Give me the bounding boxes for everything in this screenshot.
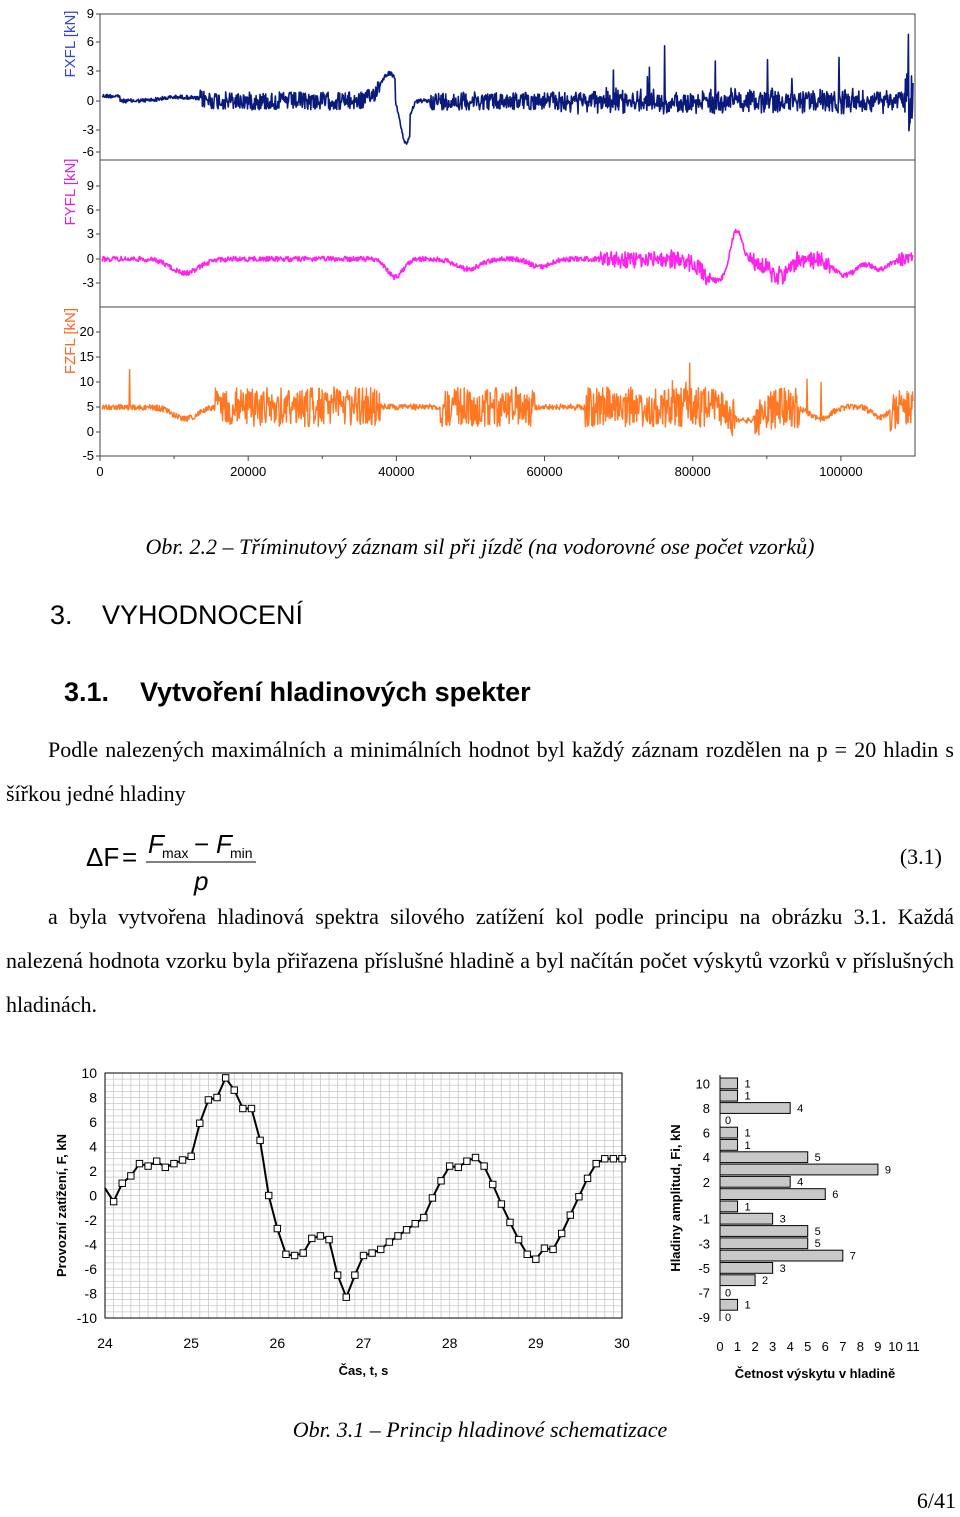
bar-value-label: 1	[744, 1127, 751, 1140]
section-title: Vytvoření hladinových spekter	[140, 677, 531, 707]
equation-number: (3.1)	[899, 844, 942, 869]
y-tick-label: 4	[702, 1150, 710, 1166]
data-point-marker	[145, 1163, 151, 1169]
section-number: 3.1.	[64, 677, 110, 707]
x-tick-label: 20000	[230, 464, 267, 479]
bar-value-label: 0	[724, 1287, 732, 1300]
x-tick-label: 7	[839, 1339, 847, 1354]
data-point-marker	[248, 1105, 254, 1111]
data-point-marker	[550, 1246, 556, 1252]
equation-sub-min: min	[230, 845, 253, 861]
y-tick-label: -5	[698, 1260, 710, 1276]
y-tick-label: -2	[84, 1212, 97, 1228]
data-point-marker	[481, 1163, 487, 1169]
equation-fmin: F	[216, 829, 232, 859]
level-bar	[720, 1127, 738, 1138]
x-axis-label: Četnost výskytu v hladině	[734, 1366, 896, 1381]
y-tick-label: -3	[698, 1236, 710, 1252]
data-point-marker	[395, 1233, 401, 1239]
bar-value-label: 1	[744, 1078, 751, 1091]
x-tick-label: 24	[97, 1335, 113, 1351]
data-point-marker	[317, 1233, 323, 1239]
data-point-marker	[412, 1220, 418, 1226]
data-point-marker	[162, 1164, 168, 1170]
x-tick-label: 4	[786, 1339, 794, 1354]
data-point-marker	[576, 1194, 582, 1200]
data-point-marker	[507, 1219, 513, 1225]
y-tick-label: 10	[81, 1065, 97, 1081]
y-tick-label: 2	[89, 1163, 97, 1179]
data-point-marker	[136, 1160, 142, 1166]
y-tick-label: -8	[84, 1285, 97, 1302]
data-point-marker	[266, 1192, 272, 1198]
data-point-marker	[283, 1251, 289, 1257]
data-point-marker	[378, 1246, 384, 1252]
y-tick-label: -6	[84, 1261, 97, 1277]
y-tick-label: 5	[86, 399, 94, 414]
data-point-marker	[584, 1175, 590, 1181]
data-point-marker	[257, 1137, 263, 1143]
data-point-marker	[240, 1105, 246, 1111]
y-tick-label: 15	[79, 349, 94, 364]
data-point-marker	[593, 1160, 599, 1166]
data-point-marker	[128, 1173, 134, 1179]
y-tick-label: -9	[698, 1310, 710, 1326]
y-tick-label: 0	[86, 251, 94, 266]
x-tick-label: 3	[769, 1339, 777, 1354]
x-tick-label: 10	[888, 1339, 903, 1354]
data-point-marker	[110, 1198, 116, 1204]
data-point-marker	[188, 1153, 194, 1159]
equation-formula	[82, 826, 342, 901]
bar-value-label: 1	[744, 1090, 751, 1103]
data-point-marker	[438, 1178, 444, 1184]
level-bar	[720, 1238, 808, 1249]
data-point-marker	[352, 1272, 358, 1278]
y-tick-label: 6	[89, 1114, 97, 1130]
data-point-marker	[490, 1181, 496, 1187]
page-number: 6/41	[916, 1488, 956, 1513]
level-bar	[720, 1103, 790, 1114]
equation-fmax: F	[148, 829, 164, 859]
data-point-marker	[300, 1250, 306, 1256]
x-tick-label: 100000	[819, 464, 863, 479]
level-bar	[720, 1299, 738, 1310]
level-bar	[720, 1176, 790, 1187]
x-tick-label: 9	[874, 1339, 882, 1354]
y-axis-label: Hladiny amplitud, Fi, kN	[668, 1124, 683, 1272]
y-tick-label: -6	[82, 144, 94, 159]
data-point-marker	[541, 1245, 547, 1251]
bar-value-label: 5	[814, 1152, 821, 1165]
series-line-fxfl	[102, 34, 913, 144]
data-point-marker	[567, 1212, 573, 1218]
x-tick-label: 8	[856, 1339, 864, 1354]
x-tick-label: 6	[821, 1339, 829, 1354]
bar-value-label: 3	[779, 1213, 786, 1226]
bar-value-label: 1	[744, 1299, 751, 1312]
bar-value-label: 1	[744, 1201, 751, 1214]
equation-denominator: p	[194, 866, 209, 896]
data-point-marker	[421, 1214, 427, 1220]
x-tick-label: 1	[733, 1339, 742, 1354]
data-point-marker	[455, 1164, 461, 1170]
level-bar	[720, 1275, 755, 1286]
data-point-marker	[533, 1256, 539, 1262]
y-tick-label: -3	[82, 275, 94, 290]
y-axis-label: Provozní zatížení, F, kN	[54, 1133, 69, 1278]
data-point-marker	[446, 1163, 452, 1169]
y-tick-label: 8	[89, 1089, 97, 1106]
y-tick-label: -7	[698, 1285, 710, 1301]
data-point-marker	[231, 1087, 237, 1093]
bar-value-label: 1	[744, 1139, 751, 1152]
bar-value-label: 9	[884, 1164, 891, 1177]
data-point-marker	[179, 1157, 185, 1163]
paragraph-levels-intro: Podle nalezených maximálních a minimálních hodnot byl každý záznam rozdělen na p = 20 hladin s šířkou jedné hladiny	[6, 737, 954, 806]
y-tick-label: 3	[86, 63, 94, 78]
y-tick-label: -10	[76, 1310, 97, 1326]
y-tick-label: 0	[89, 1187, 97, 1204]
y-tick-label: 8	[702, 1101, 710, 1116]
data-point-marker	[386, 1239, 392, 1245]
data-point-marker	[197, 1120, 203, 1126]
bar-value-label: 2	[762, 1275, 769, 1288]
y-tick-label: -5	[82, 448, 94, 463]
data-point-marker	[222, 1075, 228, 1081]
y-tick-label: 9	[86, 6, 94, 21]
y-tick-label: 3	[86, 226, 94, 241]
paragraph-spectra-description: a byla vytvořena hladinová spektra silového zatížení kol podle principu na obrázku 3.1. Každá nalezená hodnota vzorku byla přiřazena příslušné hladině a byl načítán počet výskytů vzorků v příslušných hladinách.	[6, 904, 954, 1017]
bar-value-label: 4	[797, 1176, 804, 1189]
data-point-marker	[360, 1252, 366, 1258]
y-tick-label: 2	[702, 1174, 710, 1190]
x-tick-label: 0	[96, 464, 104, 479]
section-heading-3-1	[64, 677, 531, 708]
equation-sub-max: max	[162, 845, 189, 861]
level-bar	[720, 1164, 878, 1175]
y-tick-label: 6	[702, 1125, 710, 1141]
data-point-marker	[309, 1235, 315, 1241]
data-point-marker	[515, 1236, 521, 1242]
data-point-marker	[403, 1227, 409, 1233]
series-axis-label: FZFL [kN]	[62, 307, 79, 375]
section-heading-3	[50, 600, 303, 631]
bar-value-label: 4	[797, 1102, 804, 1115]
data-point-marker	[291, 1252, 297, 1258]
force-record-chart	[0, 0, 960, 490]
x-tick-label: 28	[441, 1335, 458, 1351]
data-point-marker	[334, 1272, 340, 1278]
level-bar	[720, 1213, 773, 1224]
data-point-marker	[464, 1158, 470, 1164]
x-tick-label: 25	[183, 1335, 199, 1351]
y-tick-label: -4	[84, 1236, 97, 1253]
y-tick-label: 4	[89, 1138, 97, 1155]
bar-value-label: 5	[814, 1238, 821, 1251]
y-tick-label: 20	[79, 324, 94, 339]
data-point-marker	[343, 1294, 349, 1300]
x-tick-label: 0	[716, 1339, 724, 1354]
section-title: VYHODNOCENÍ	[102, 600, 304, 630]
x-tick-label: 11	[906, 1339, 920, 1354]
data-point-marker	[602, 1156, 608, 1162]
data-point-marker	[619, 1156, 625, 1162]
level-bar	[720, 1250, 843, 1261]
data-point-marker	[558, 1230, 564, 1236]
load-series-line	[105, 1078, 626, 1297]
data-point-marker	[524, 1251, 530, 1257]
y-tick-label: 0	[86, 93, 94, 108]
level-bar	[720, 1201, 738, 1212]
equation-lhs: ΔF	[86, 842, 120, 872]
level-bar	[720, 1152, 808, 1163]
x-tick-label: 26	[269, 1335, 286, 1351]
series-axis-label: FYFL [kN]	[62, 158, 79, 226]
figure-caption-2-2: Obr. 2.2 – Tříminutový záznam sil při jízdě (na vodorovné ose počet vzorků)	[145, 534, 815, 559]
bar-value-label: 0	[724, 1312, 732, 1324]
y-tick-label: 9	[86, 178, 94, 193]
data-point-marker	[119, 1180, 125, 1186]
x-tick-label: 30	[614, 1335, 630, 1351]
data-point-marker	[369, 1250, 375, 1256]
x-axis-label: Čas, t, s	[338, 1363, 389, 1378]
x-tick-label: 80000	[674, 464, 711, 479]
level-bar	[720, 1140, 738, 1151]
level-bar	[720, 1078, 738, 1089]
data-point-marker	[326, 1236, 332, 1242]
level-bar	[720, 1263, 773, 1274]
equation-equals: =	[122, 842, 138, 872]
data-point-marker	[154, 1158, 160, 1164]
equation-3-1	[82, 826, 952, 901]
data-point-marker	[610, 1156, 616, 1162]
y-tick-label: -3	[82, 122, 94, 137]
y-tick-label: 10	[79, 374, 94, 389]
y-tick-label: -1	[698, 1211, 710, 1227]
bar-value-label: 7	[849, 1250, 856, 1263]
data-point-marker	[498, 1201, 504, 1207]
level-bar	[720, 1226, 808, 1237]
bar-value-label: 5	[814, 1225, 821, 1238]
data-point-marker	[214, 1094, 220, 1100]
y-tick-label: 0	[86, 424, 94, 439]
equation-minus: −	[194, 829, 210, 859]
x-tick-label: 29	[528, 1335, 544, 1351]
data-point-marker	[429, 1195, 435, 1201]
y-tick-label: 6	[86, 34, 94, 49]
data-point-marker	[205, 1097, 211, 1103]
data-point-marker	[274, 1225, 280, 1231]
series-line-fzfl	[102, 363, 913, 436]
y-tick-label: 10	[695, 1076, 710, 1092]
series-axis-label: FXFL [kN]	[62, 10, 79, 78]
figure-caption-3-1: Obr. 3.1 – Princip hladinové schematizace	[292, 1417, 668, 1442]
level-bar	[720, 1090, 738, 1101]
data-point-marker	[472, 1154, 478, 1160]
bar-value-label: 0	[724, 1115, 732, 1128]
x-tick-label: 60000	[526, 464, 563, 479]
bar-value-label: 6	[832, 1189, 839, 1201]
data-point-marker	[171, 1160, 177, 1166]
y-tick-label: 6	[86, 202, 94, 217]
series-line-fyfl	[102, 230, 913, 285]
bar-value-label: 3	[779, 1262, 786, 1275]
x-tick-label: 40000	[378, 464, 415, 479]
level-schematization-figure	[0, 1055, 960, 1395]
x-tick-label: 5	[804, 1339, 812, 1354]
x-tick-label: 2	[751, 1339, 759, 1354]
x-tick-label: 27	[355, 1335, 372, 1351]
level-bar	[720, 1189, 825, 1200]
section-number: 3.	[50, 600, 73, 630]
